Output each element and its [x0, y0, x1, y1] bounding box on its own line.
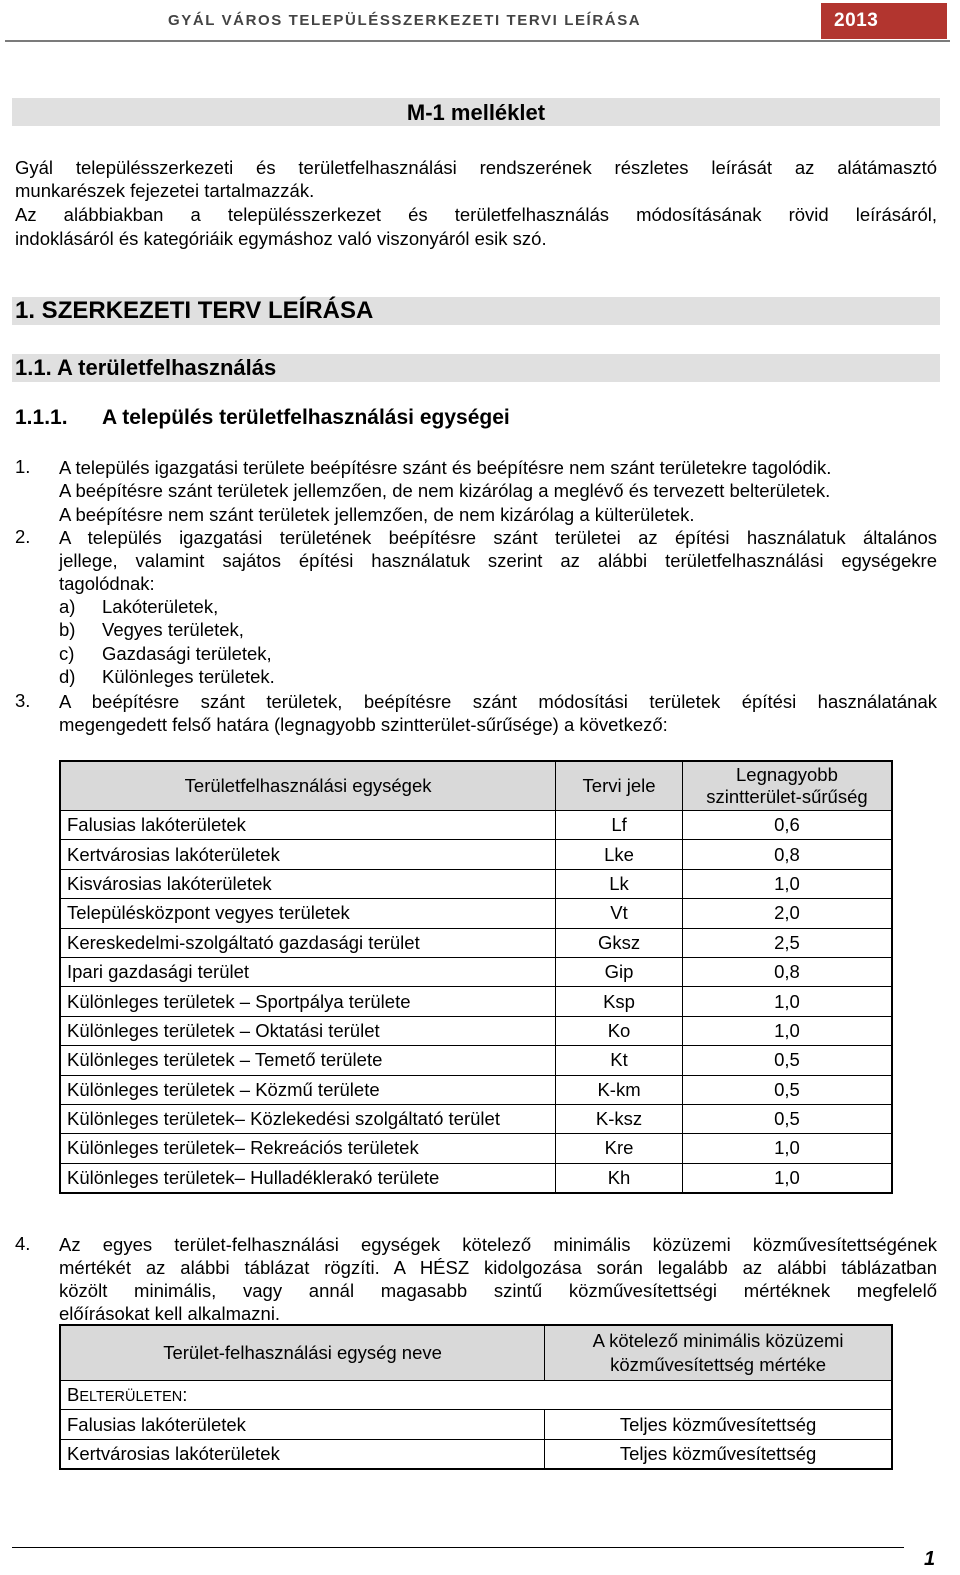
point-line: jellege, valamint sajátos építési használatuk szerint az alábbi területfelhasználási egységekre: [59, 550, 937, 571]
section-heading: 1. SZERKEZETI TERV LEÍRÁSA: [15, 297, 374, 324]
cell-code: Kre: [556, 1134, 683, 1163]
cell-name: Különleges területek – Közmű területe: [60, 1075, 556, 1104]
cell-name: Falusias lakóterületek: [60, 811, 556, 840]
list-number: 4.: [15, 1233, 31, 1254]
cell-name: Különleges területek– Hulladéklerakó területe: [60, 1163, 556, 1192]
sub-item-letter: b): [59, 619, 76, 640]
sub-item-text: Különleges területek.: [102, 666, 275, 687]
cell-name: Falusias lakóterületek: [60, 1410, 545, 1439]
table-row: [60, 928, 892, 957]
sub-item-letter: d): [59, 666, 76, 687]
cell-density: 1,0: [682, 987, 892, 1016]
table-header-row: [60, 761, 892, 811]
cell-name: Ipari gazdasági terület: [60, 957, 556, 986]
cell-density: 2,0: [682, 899, 892, 928]
density-table: [59, 760, 893, 1194]
table-section-row: [60, 1381, 892, 1410]
cell-code: Lf: [556, 811, 683, 840]
cell-name: Kereskedelmi-szolgáltató gazdasági terület: [60, 928, 556, 957]
cell-code: Gip: [556, 957, 683, 986]
table-row: [60, 1410, 892, 1439]
cell-name: Településközpont vegyes területek: [60, 899, 556, 928]
cell-code: Ko: [556, 1016, 683, 1045]
cell-code: Vt: [556, 899, 683, 928]
intro-line: Gyál településszerkezeti és területfelhasználási rendszerének részletes leírását az alátámasztó: [15, 157, 937, 178]
cell-code: Kh: [556, 1163, 683, 1192]
point-line: A beépítésre nem szánt területek jellemzően, de nem kizárólag a külterületek.: [59, 504, 695, 525]
cell-name: Különleges területek – Temető területe: [60, 1046, 556, 1075]
cell-density: 0,8: [682, 840, 892, 869]
column-header: Tervi jele: [556, 761, 683, 811]
cell-density: 1,0: [682, 1163, 892, 1192]
column-header: Terület-felhasználási egység neve: [60, 1325, 545, 1381]
table-row: [60, 811, 892, 840]
cell-name: Kisvárosias lakóterületek: [60, 869, 556, 898]
cell-name: Kertvárosias lakóterületek: [60, 840, 556, 869]
page-header: [0, 0, 960, 42]
column-header: A kötelező minimális közüzemi közművesítettség mértéke: [545, 1325, 892, 1381]
point-line: A beépítésre szánt területek jellemzően, de nem kizárólag a meglévő és tervezett belterületek.: [59, 480, 831, 501]
year-badge: 2013: [821, 3, 947, 39]
intro-line: Az alábbiakban a településszerkezet és területfelhasználás módosításának rövid leírásáról,: [15, 204, 937, 225]
cell-code: K-km: [556, 1075, 683, 1104]
table-row: [60, 1104, 892, 1133]
footer-divider: [12, 1547, 904, 1548]
sub-item-text: Vegyes területek,: [102, 619, 244, 640]
cell-name: Különleges területek – Sportpálya területe: [60, 987, 556, 1016]
cell-name: Különleges területek– Rekreációs területek: [60, 1134, 556, 1163]
table-row: [60, 987, 892, 1016]
cell-density: 0,5: [682, 1104, 892, 1133]
table-row: [60, 869, 892, 898]
intro-line: indoklásáról és kategóriáik egymáshoz való viszonyáról esik szó.: [15, 228, 547, 249]
sub-item-letter: a): [59, 596, 76, 617]
cell-code: Lk: [556, 869, 683, 898]
point-line: mértékét az alábbi táblázat rögzíti. A HÉSZ kidolgozása során legalább az alábbi táblázatban: [59, 1257, 937, 1278]
point-line: A beépítésre szánt területek, beépítésre szánt módosítási területek építési használatának: [59, 691, 937, 712]
table-row: [60, 899, 892, 928]
cell-density: 2,5: [682, 928, 892, 957]
table-row: [60, 957, 892, 986]
cell-code: Kt: [556, 1046, 683, 1075]
cell-density: 1,0: [682, 1016, 892, 1045]
table-row: [60, 1016, 892, 1045]
cell-level: Teljes közművesítettség: [545, 1410, 892, 1439]
table-row: [60, 840, 892, 869]
list-number: 1.: [15, 456, 31, 477]
header-divider: [5, 40, 950, 42]
list-number: 2.: [15, 526, 31, 547]
sub-item-text: Lakóterületek,: [102, 596, 219, 617]
section-label: BELTERÜLETEN:: [60, 1381, 892, 1410]
cell-code: Gksz: [556, 928, 683, 957]
point-line: tagolódnak:: [59, 573, 155, 594]
subsection-heading: 1.1. A területfelhasználás: [15, 355, 277, 380]
subsubsection-number: 1.1.1.: [15, 406, 68, 429]
table-row: [60, 1046, 892, 1075]
intro-line: munkarészek fejezetei tartalmazzák.: [15, 180, 315, 201]
subsubsection-heading: A település területfelhasználási egységei: [102, 406, 510, 429]
cell-name: Kertvárosias lakóterületek: [60, 1439, 545, 1468]
cell-density: 1,0: [682, 869, 892, 898]
point-line: közölt minimális, vagy annál magasabb szintű közművesítettségi mértéknek megfelelő: [59, 1280, 937, 1301]
cell-name: Különleges területek– Közlekedési szolgáltató terület: [60, 1104, 556, 1133]
document-title: GYÁL VÁROS TELEPÜLÉSSZERKEZETI TERVI LEÍRÁSA: [168, 12, 642, 29]
cell-density: 0,8: [682, 957, 892, 986]
column-header: Területfelhasználási egységek: [60, 761, 556, 811]
cell-code: Lke: [556, 840, 683, 869]
table-row: [60, 1439, 892, 1468]
table-row: [60, 1163, 892, 1192]
point-line: A település igazgatási területe beépítésre szánt és beépítésre nem szánt területekre tagolódik.: [59, 457, 832, 478]
table-row: [60, 1134, 892, 1163]
cell-density: 0,5: [682, 1075, 892, 1104]
point-line: megengedett felső határa (legnagyobb szintterület-sűrűsége) a következő:: [59, 714, 668, 735]
table-header-row: [60, 1325, 892, 1381]
page-number: 1: [924, 1548, 936, 1570]
point-line: Az egyes terület-felhasználási egységek kötelező minimális közüzemi közművesítettségének: [59, 1234, 937, 1255]
point-line: előírásokat kell alkalmazni.: [59, 1303, 281, 1324]
cell-density: 0,5: [682, 1046, 892, 1075]
annex-title: M-1 melléklet: [406, 100, 546, 125]
cell-density: 1,0: [682, 1134, 892, 1163]
point-line: A település igazgatási területének beépítésre szánt területei az építési használatuk általános: [59, 527, 937, 548]
column-header: Legnagyobb szintterület-sűrűség: [682, 761, 892, 811]
utility-table: [59, 1324, 893, 1470]
cell-density: 0,6: [682, 811, 892, 840]
cell-level: Teljes közművesítettség: [545, 1439, 892, 1468]
cell-code: Ksp: [556, 987, 683, 1016]
list-number: 3.: [15, 690, 31, 711]
sub-item-letter: c): [59, 643, 75, 664]
cell-name: Különleges területek – Oktatási terület: [60, 1016, 556, 1045]
cell-code: K-ksz: [556, 1104, 683, 1133]
sub-item-text: Gazdasági területek,: [102, 643, 272, 664]
table-row: [60, 1075, 892, 1104]
